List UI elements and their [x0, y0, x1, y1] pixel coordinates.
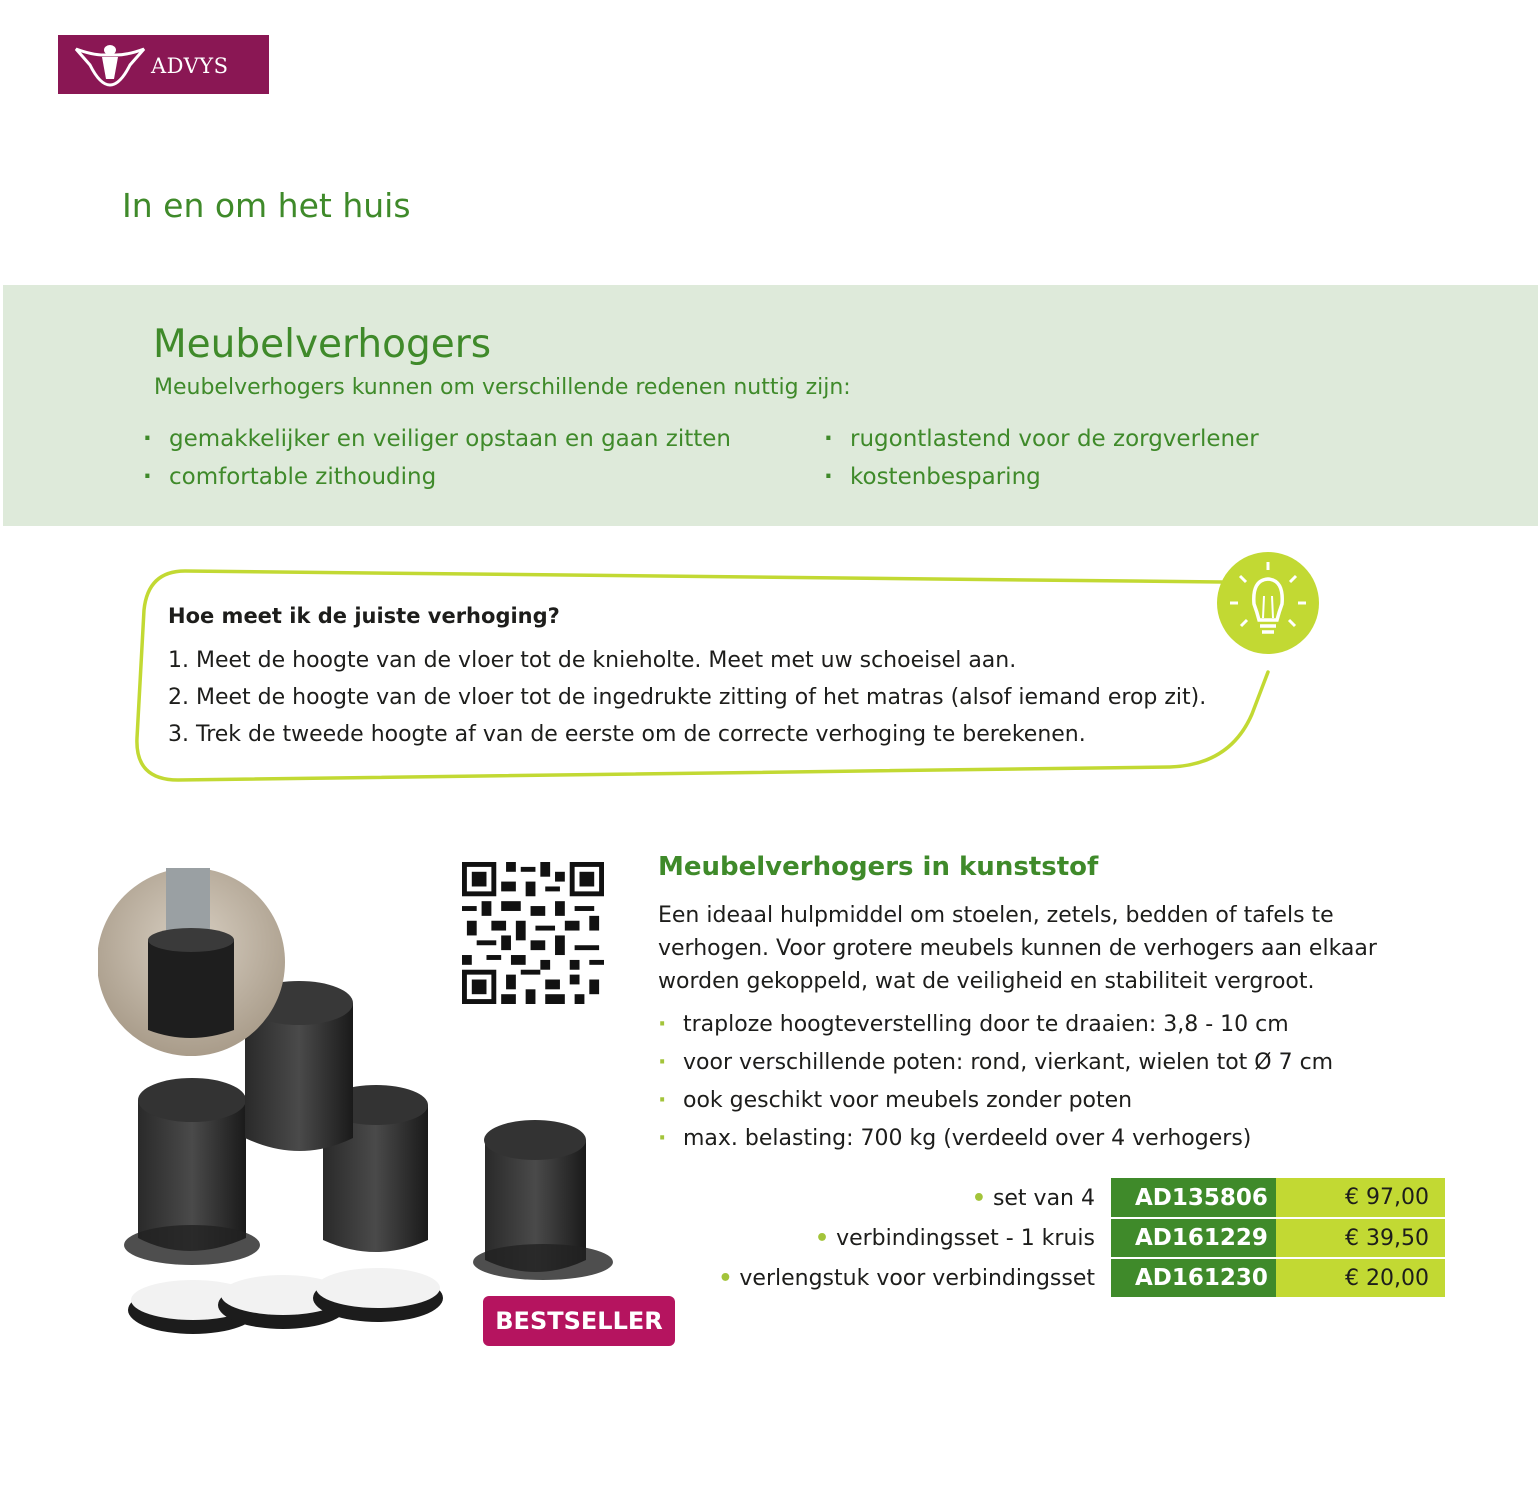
- qr-code: [462, 862, 604, 1004]
- option-price: € 39,50: [1276, 1218, 1445, 1258]
- list-item: 3. Trek de tweede hoogte af van de eerste om de correcte verhoging te berekenen.: [168, 722, 1086, 747]
- option-price: € 97,00: [1276, 1178, 1445, 1218]
- list-item: · comfortable zithouding: [143, 462, 731, 500]
- lightbulb-icon: [1217, 552, 1319, 654]
- detail-inset-photo: [98, 868, 285, 1056]
- product-description: Een ideaal hulpmiddel om stoelen, zetels, bedden of tafels te verhogen. Voor grotere meubels kunnen de verhogers aan elkaar worden gekoppeld, wat de veiligheid en stabiliteit vergroot.: [658, 903, 1377, 994]
- riser-right: [473, 1120, 613, 1280]
- article-code: AD161229: [1111, 1218, 1276, 1258]
- table-row: • verlengstuk voor verbindingsset AD161230 € 20,00: [640, 1258, 1445, 1298]
- list-item: · voor verschillende poten: rond, vierkant, wielen tot Ø 7 cm: [658, 1046, 1333, 1084]
- table-row: • set van 4 AD135806 € 97,00: [640, 1178, 1445, 1218]
- table-row: • verbindingsset - 1 kruis AD161229 € 39,50: [640, 1218, 1445, 1258]
- list-item: · traploze hoogteverstelling door te draaien: 3,8 - 10 cm: [658, 1008, 1333, 1046]
- option-price: € 20,00: [1276, 1258, 1445, 1298]
- intro-title: Meubelverhogers: [153, 322, 492, 367]
- product-title: Meubelverhogers in kunststof: [658, 852, 1099, 882]
- list-item: · rugontlastend voor de zorgverlener: [824, 424, 1259, 462]
- list-item: · max. belasting: 700 kg (verdeeld over 4 verhogers): [658, 1122, 1333, 1160]
- logo-text: ADVYS: [151, 54, 229, 78]
- price-table: [640, 1178, 1445, 1299]
- list-item: 1. Meet de hoogte van de vloer tot de knieholte. Meet met uw schoeisel aan.: [168, 648, 1017, 673]
- riser-left: [124, 1078, 260, 1265]
- list-item: 2. Meet de hoogte van de vloer tot de ingedrukte zitting of het matras (alsof iemand erop zit).: [168, 685, 1207, 710]
- option-label: verlengstuk voor verbindingsset: [739, 1265, 1095, 1291]
- option-label: set van 4: [992, 1185, 1095, 1211]
- option-label: verbindingsset - 1 kruis: [836, 1225, 1095, 1251]
- list-item: · ook geschikt voor meubels zonder poten: [658, 1084, 1333, 1122]
- article-code: AD135806: [1111, 1178, 1276, 1218]
- intro-subtitle: Meubelverhogers kunnen om verschillende redenen nuttig zijn:: [154, 375, 851, 400]
- tip-question: Hoe meet ik de juiste verhoging?: [168, 604, 560, 628]
- list-item: · gemakkelijker en veiliger opstaan en gaan zitten: [143, 424, 731, 462]
- section-title: In en om het huis: [122, 186, 411, 225]
- tip-steps: [168, 642, 1206, 753]
- bestseller-badge: BESTSELLER: [483, 1296, 675, 1346]
- article-code: AD161230: [1111, 1258, 1276, 1298]
- feature-list: [658, 1008, 1333, 1160]
- riser-puck-stack: [128, 1268, 443, 1334]
- list-item: · kostenbesparing: [824, 462, 1259, 500]
